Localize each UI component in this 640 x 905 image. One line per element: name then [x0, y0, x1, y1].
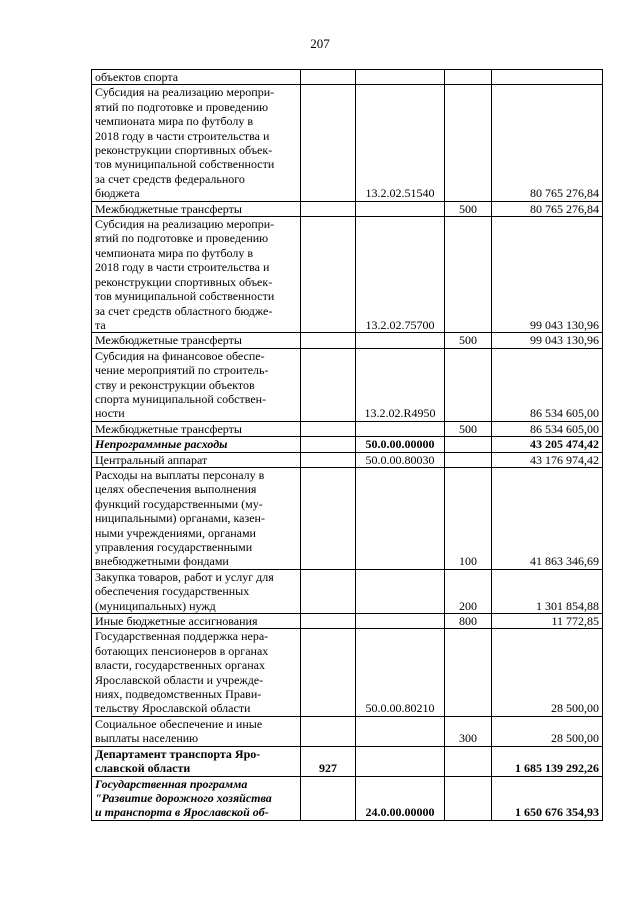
expense-name-text: Государственная поддержка нера- ботающих пенсионеров в органах власти, государственных органах Ярославской области и учрежде- ниях, подведомственных Прави- тельству Ярославской области: [95, 629, 269, 716]
table-row: [92, 421, 603, 436]
target-article-text: 50.0.00.00000: [365, 437, 435, 452]
expense-type-text: 800: [459, 614, 477, 629]
expense-type-text: 100: [459, 554, 477, 569]
expense-type-cell: [445, 421, 492, 436]
department-code-cell: [301, 569, 356, 613]
expense-type-text: 500: [459, 333, 477, 348]
target-article-cell: [356, 452, 445, 467]
department-code-text: 927: [319, 761, 337, 776]
expense-type-cell: [445, 201, 492, 216]
expense-name-text: Межбюджетные трансферты: [95, 421, 242, 436]
expense-type-cell: [445, 629, 492, 716]
table-row: [92, 467, 603, 569]
target-article-cell: [356, 348, 445, 421]
amount-text: 11 772,85: [551, 614, 599, 629]
expense-name-cell: [92, 348, 301, 421]
department-code-cell: [301, 70, 356, 85]
expense-name-text: объектов спорта: [95, 70, 179, 84]
expense-name-text: Межбюджетные трансферты: [95, 333, 242, 348]
target-article-text: 13.2.02.51540: [365, 186, 435, 201]
target-article-cell: [356, 70, 445, 85]
expense-type-text: 300: [459, 731, 477, 746]
amount-text: 99 043 130,96: [530, 333, 599, 348]
amount-text: 80 765 276,84: [530, 186, 599, 201]
expense-name-cell: [92, 201, 301, 216]
budget-table-body: [92, 70, 603, 821]
target-article-text: 50.0.00.80210: [365, 701, 435, 716]
department-code-cell: [301, 201, 356, 216]
expense-type-cell: [445, 746, 492, 776]
expense-name-text: Субсидия на финансовое обеспе- чение мероприятий по строитель- ству и реконструкции объектов спорта муниципальной собствен- ности: [95, 348, 269, 421]
department-code-cell: [301, 85, 356, 201]
department-code-cell: [301, 716, 356, 746]
expense-name-cell: [92, 614, 301, 629]
department-code-cell: [301, 614, 356, 629]
table-row: [92, 70, 603, 85]
target-article-cell: [356, 614, 445, 629]
amount-cell: [492, 776, 603, 820]
page-number: 207: [310, 36, 330, 51]
amount-text: 43 205 474,42: [530, 437, 599, 452]
expense-type-cell: [445, 467, 492, 569]
department-code-cell: [301, 776, 356, 820]
amount-cell: [492, 746, 603, 776]
table-row: [92, 452, 603, 467]
expense-name-text: Центральный аппарат: [95, 452, 208, 467]
target-article-cell: [356, 437, 445, 452]
department-code-cell: [301, 217, 356, 333]
expense-type-cell: [445, 437, 492, 452]
expense-type-text: 200: [459, 598, 477, 613]
amount-text: 99 043 130,96: [530, 317, 599, 332]
amount-text: 1 301 854,88: [536, 598, 599, 613]
target-article-cell: [356, 421, 445, 436]
amount-text: 1 650 676 354,93: [515, 805, 599, 820]
table-row: [92, 201, 603, 216]
amount-cell: [492, 629, 603, 716]
expense-name-cell: [92, 776, 301, 820]
department-code-cell: [301, 348, 356, 421]
table-row: [92, 569, 603, 613]
expense-name-text: Субсидия на реализацию меропри- ятий по подготовке и проведению чемпионата мира по футболу в 2018 году в части строительства и реконструкции спортивных объек- тов муниципальной собственности за счет средств федерального бюджета: [95, 85, 275, 201]
amount-cell: [492, 70, 603, 85]
amount-cell: [492, 452, 603, 467]
amount-cell: [492, 569, 603, 613]
table-row: [92, 716, 603, 746]
department-code-cell: [301, 421, 356, 436]
amount-text: 80 765 276,84: [530, 201, 599, 216]
amount-text: 86 534 605,00: [530, 406, 599, 421]
target-article-cell: [356, 85, 445, 201]
amount-cell: [492, 614, 603, 629]
target-article-cell: [356, 467, 445, 569]
table-row: [92, 776, 603, 820]
budget-table: [91, 69, 603, 821]
table-row: [92, 614, 603, 629]
amount-text: 43 176 974,42: [530, 452, 599, 467]
target-article-cell: [356, 629, 445, 716]
expense-name-cell: [92, 629, 301, 716]
target-article-text: 13.2.02.75700: [365, 317, 435, 332]
department-code-cell: [301, 629, 356, 716]
expense-name-text: Расходы на выплаты персоналу в целях обеспечения выполнения функций государственными (му- ниципальными) органами, казен- ными учреждениями, органами управления государственными внебюджетными фондами: [95, 467, 265, 569]
amount-text: 41 863 346,69: [530, 554, 599, 569]
department-code-cell: [301, 437, 356, 452]
amount-cell: [492, 467, 603, 569]
expense-name-cell: [92, 70, 301, 85]
expense-name-cell: [92, 569, 301, 613]
expense-name-cell: [92, 437, 301, 452]
expense-name-cell: [92, 333, 301, 348]
target-article-cell: [356, 569, 445, 613]
expense-type-cell: [445, 614, 492, 629]
department-code-cell: [301, 746, 356, 776]
expense-name-cell: [92, 467, 301, 569]
amount-text: 86 534 605,00: [530, 421, 599, 436]
expense-type-cell: [445, 569, 492, 613]
target-article-cell: [356, 776, 445, 820]
expense-type-text: 500: [459, 421, 477, 436]
table-row: [92, 629, 603, 716]
target-article-text: 13.2.02.R4950: [364, 406, 436, 421]
target-article-cell: [356, 716, 445, 746]
amount-cell: [492, 716, 603, 746]
amount-text: 28 500,00: [551, 731, 599, 746]
expense-name-text: Иные бюджетные ассигнования: [95, 614, 258, 629]
expense-name-cell: [92, 217, 301, 333]
expense-name-cell: [92, 452, 301, 467]
amount-text: 28 500,00: [551, 701, 599, 716]
expense-name-text: Государственная программа "Развитие дорожного хозяйства и транспорта в Ярославской об-: [95, 776, 272, 820]
expense-type-cell: [445, 716, 492, 746]
amount-cell: [492, 217, 603, 333]
table-row: [92, 217, 603, 333]
table-row: [92, 333, 603, 348]
target-article-cell: [356, 201, 445, 216]
amount-text: 1 685 139 292,26: [515, 761, 599, 776]
target-article-text: 50.0.00.80030: [365, 452, 435, 467]
department-code-cell: [301, 333, 356, 348]
target-article-cell: [356, 217, 445, 333]
amount-cell: [492, 437, 603, 452]
expense-type-cell: [445, 348, 492, 421]
amount-cell: [492, 333, 603, 348]
target-article-text: 24.0.00.00000: [365, 805, 435, 820]
expense-name-text: Социальное обеспечение и иные выплаты населению: [95, 716, 263, 746]
amount-cell: [492, 85, 603, 201]
expense-name-text: Закупка товаров, работ и услуг для обеспечения государственных (муниципальных) нужд: [95, 569, 274, 613]
expense-type-cell: [445, 776, 492, 820]
target-article-cell: [356, 746, 445, 776]
expense-type-cell: [445, 70, 492, 85]
amount-cell: [492, 201, 603, 216]
expense-name-cell: [92, 716, 301, 746]
expense-name-text: Департамент транспорта Яро- славской области: [95, 746, 261, 776]
expense-name-cell: [92, 85, 301, 201]
amount-cell: [492, 421, 603, 436]
table-row: [92, 746, 603, 776]
table-row: [92, 437, 603, 452]
expense-name-cell: [92, 421, 301, 436]
expense-name-text: Непрограммные расходы: [95, 437, 228, 452]
expense-name-text: Субсидия на реализацию меропри- ятий по подготовке и проведению чемпионата мира по футболу в 2018 году в части строительства и реконструкции спортивных объек- тов муниципальной собственности за счет средств областного бюдже- та: [95, 217, 275, 332]
department-code-cell: [301, 452, 356, 467]
department-code-cell: [301, 467, 356, 569]
expense-type-cell: [445, 452, 492, 467]
expense-name-cell: [92, 746, 301, 776]
target-article-cell: [356, 333, 445, 348]
expense-type-text: 500: [459, 201, 477, 216]
table-row: [92, 348, 603, 421]
expense-type-cell: [445, 333, 492, 348]
expense-name-text: Межбюджетные трансферты: [95, 201, 242, 216]
amount-cell: [492, 348, 603, 421]
table-row: [92, 85, 603, 201]
expense-type-cell: [445, 217, 492, 333]
expense-type-cell: [445, 85, 492, 201]
